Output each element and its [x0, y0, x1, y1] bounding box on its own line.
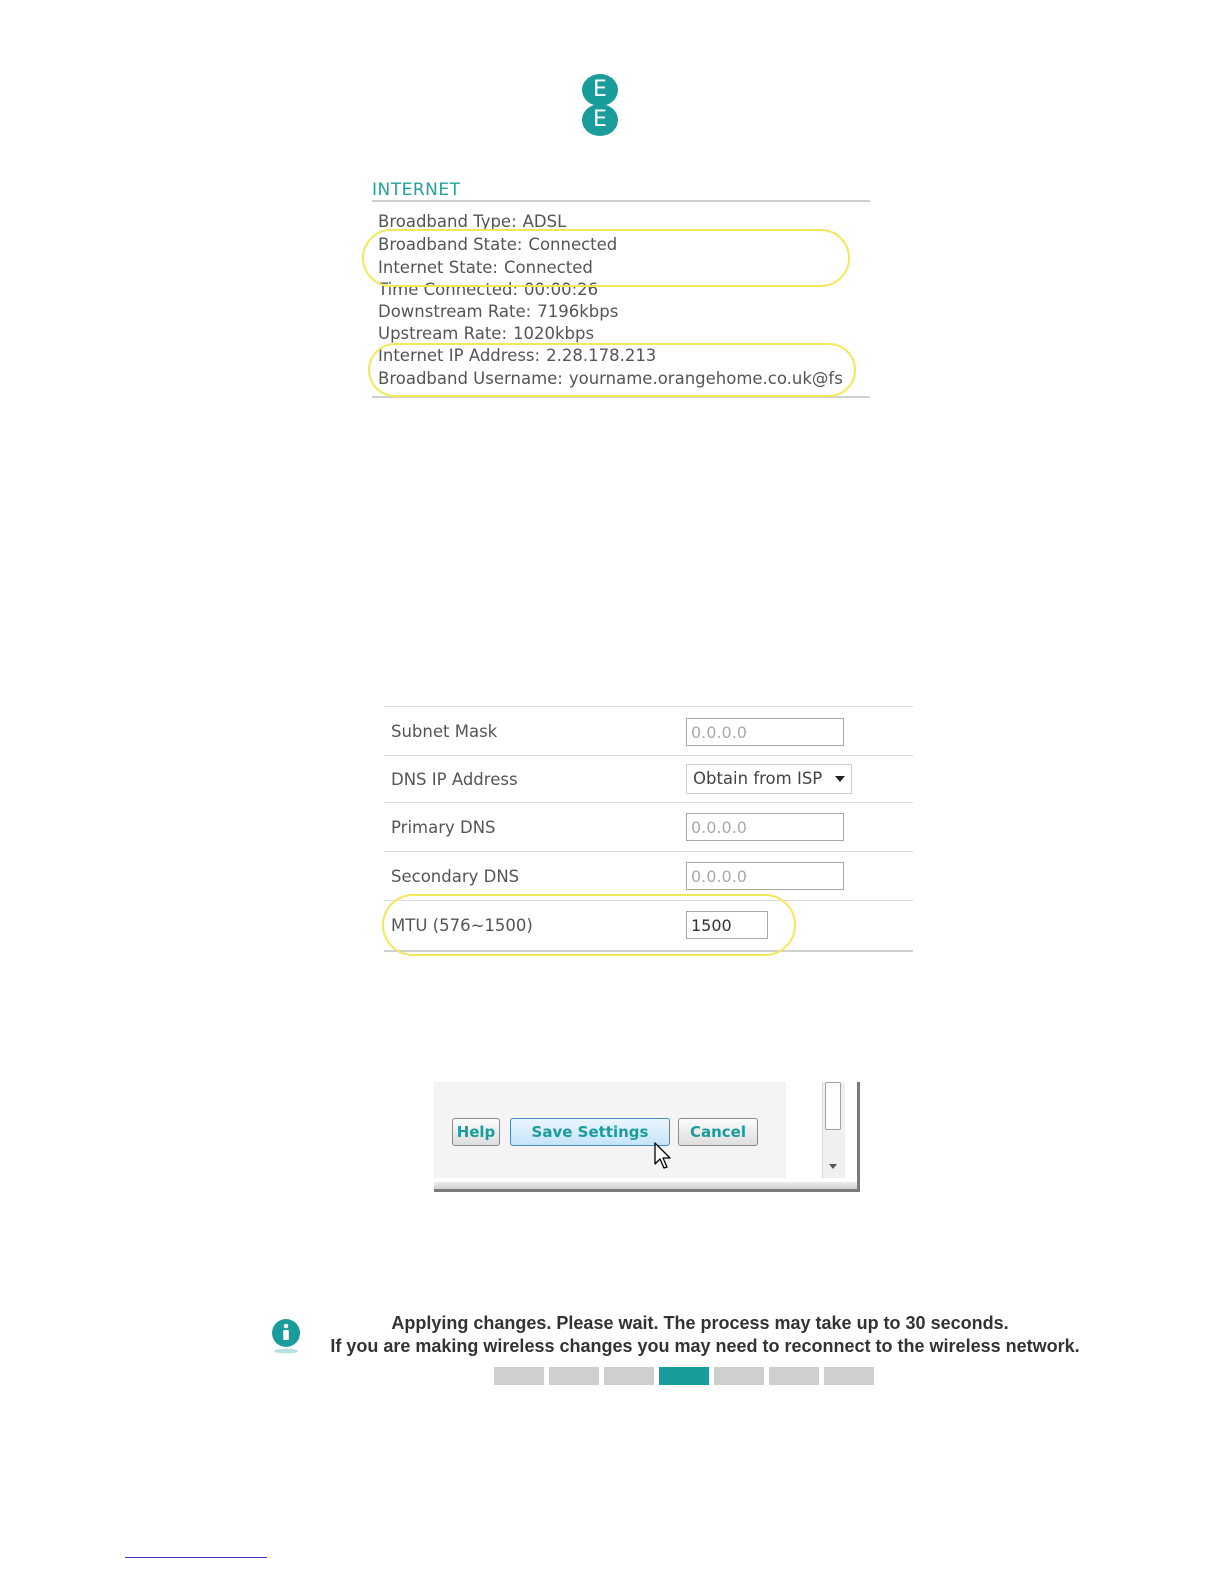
scroll-down-arrow-icon[interactable] [829, 1164, 837, 1169]
help-button[interactable]: Help [452, 1118, 500, 1146]
progress-segment [824, 1367, 874, 1385]
status-value: 00:00:26 [524, 280, 599, 299]
status-value: yourname.orangehome.co.uk@fs [568, 369, 843, 388]
progress-bar [494, 1367, 876, 1385]
panel-frame-bottom [434, 1182, 860, 1192]
footnote-separator [125, 1557, 267, 1558]
scrollbar-thumb[interactable] [825, 1082, 841, 1130]
vertical-scrollbar[interactable] [822, 1082, 845, 1178]
dns-ip-label: DNS IP Address [391, 770, 518, 789]
status-label: Internet IP Address: [378, 346, 541, 365]
primary-dns-label: Primary DNS [391, 818, 496, 837]
dns-ip-selected-value: Obtain from ISP [693, 769, 823, 788]
internet-title: INTERNET [372, 180, 461, 200]
highlight-ellipse-connection-state [362, 229, 850, 287]
status-label: Upstream Rate: [378, 324, 508, 343]
progress-segment [769, 1367, 819, 1385]
status-value: ADSL [522, 212, 567, 231]
subnet-mask-input[interactable]: 0.0.0.0 [686, 718, 844, 746]
primary-dns-input[interactable]: 0.0.0.0 [686, 813, 844, 841]
secondary-dns-input[interactable]: 0.0.0.0 [686, 862, 844, 890]
settings-button-panel [434, 1082, 860, 1194]
save-settings-button[interactable]: Save Settings [510, 1118, 670, 1146]
status-label: Time Connected: [378, 280, 519, 299]
status-value: 7196kbps [537, 302, 619, 321]
status-label: Broadband State: [378, 235, 523, 254]
mtu-input[interactable]: 1500 [686, 911, 768, 939]
settings-row-primary-dns [384, 802, 913, 852]
highlight-ellipse-mtu [382, 894, 796, 956]
status-value: Connected [504, 258, 593, 277]
applying-changes-message: Applying changes. Please wait. The process may take up to 30 seconds. [391, 1313, 1009, 1333]
settings-row-subnet-mask [384, 706, 913, 756]
reconnect-wireless-message: If you are making wireless changes you may need to reconnect to the wireless network. [330, 1336, 1080, 1356]
progress-segment [714, 1367, 764, 1385]
status-row-upstream-rate [378, 324, 594, 343]
secondary-dns-label: Secondary DNS [391, 867, 520, 886]
highlight-ellipse-ip-username [368, 343, 856, 397]
status-label: Broadband Type: [378, 212, 517, 231]
status-row-downstream-rate [378, 302, 618, 321]
cancel-button[interactable]: Cancel [678, 1118, 758, 1146]
progress-segment [604, 1367, 654, 1385]
subnet-mask-label: Subnet Mask [391, 722, 498, 741]
status-label: Downstream Rate: [378, 302, 532, 321]
status-label: Internet State: [378, 258, 498, 277]
status-value: 2.28.178.213 [546, 346, 657, 365]
progress-segment [494, 1367, 544, 1385]
mouse-pointer-icon [654, 1142, 674, 1170]
mtu-label: MTU (576~1500) [391, 916, 533, 935]
status-value: 1020kbps [513, 324, 595, 343]
status-label: Broadband Username: [378, 369, 563, 388]
progress-segment [659, 1367, 709, 1385]
divider [372, 200, 870, 202]
status-value: Connected [528, 235, 618, 254]
logo-letter-top: E [582, 74, 618, 106]
ee-logo [578, 74, 622, 138]
logo-letter-bottom: E [582, 104, 618, 136]
settings-row-dns-ip [384, 755, 913, 803]
chevron-down-icon [835, 776, 845, 782]
dns-ip-select[interactable] [686, 764, 852, 794]
progress-segment [549, 1367, 599, 1385]
